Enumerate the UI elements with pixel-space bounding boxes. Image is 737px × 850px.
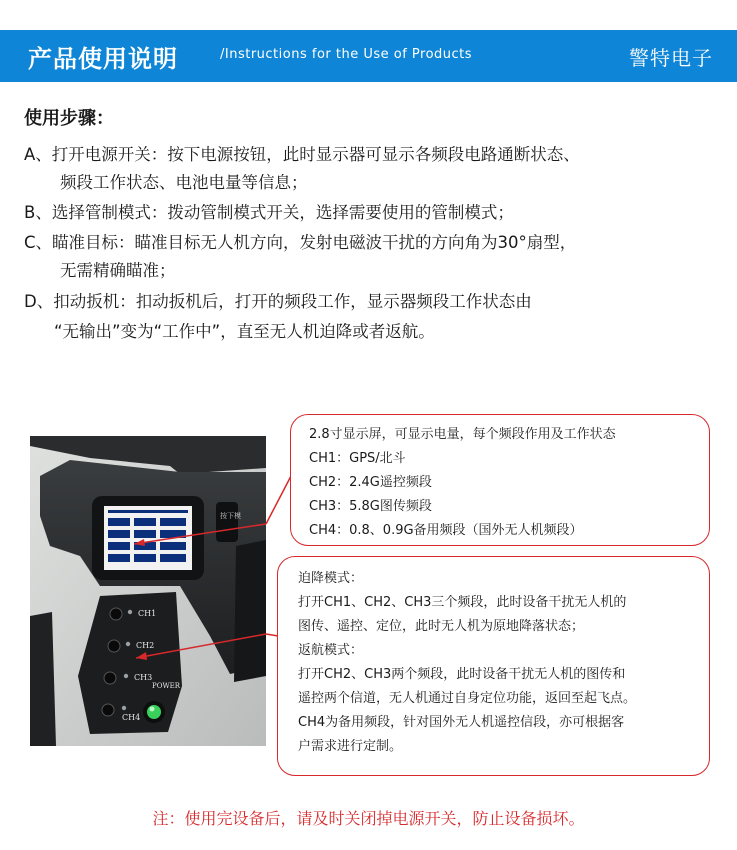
- power-label: POWER: [152, 682, 181, 690]
- header-subtitle: /Instructions for the Use of Products: [220, 47, 473, 62]
- modes-callout-line: 迫降模式：: [298, 571, 364, 586]
- header-banner: [0, 30, 737, 82]
- modes-callout: [277, 556, 710, 776]
- ch2-label: CH2: [136, 641, 155, 650]
- ch1-label: CH1: [138, 609, 157, 618]
- modes-callout-line: 打开CH2、CH3两个频段，此时设备干扰无人机的图传和: [298, 667, 626, 682]
- step-c-line1: C、瞄准目标：瞄准目标无人机方向，发射电磁波干扰的方向角为30°扇型，: [24, 233, 577, 252]
- brand-name: 警特电子: [629, 46, 713, 70]
- step-a-line1: A、打开电源开关：按下电源按钮，此时显示器可显示各频段电路通断状态、: [24, 145, 580, 164]
- step-d: [24, 291, 532, 343]
- modes-callout-line: 户需求进行定制。: [298, 739, 403, 754]
- step-d-line2: “无输出”变为“工作中”，直至无人机迫降或者返航。: [54, 322, 435, 341]
- step-b-line1: B、选择管制模式：拨动管制模式开关，选择需要使用的管制模式；: [24, 203, 514, 222]
- device-photo: [30, 436, 266, 746]
- ch3-label: CH3: [134, 673, 153, 682]
- safety-note: 注：使用完设备后，请及时关闭掉电源开关，防止设备损坏。: [152, 809, 585, 828]
- modes-callout-line: 遥控两个信道，无人机通过自身定位功能，返回至起飞点。: [298, 691, 637, 706]
- step-a-line2: 频段工作状态、电池电量等信息；: [60, 173, 308, 192]
- modes-callout-line: 图传、遥控、定位，此时无人机为原地降落状态；: [298, 619, 585, 634]
- step-c: [24, 232, 576, 282]
- screen-callout-line: 2.8寸显示屏，可显示电量，每个频段作用及工作状态: [309, 427, 616, 442]
- screen-callout-line: CH3：5.8G图传频段: [309, 499, 432, 514]
- screen-callout-line: CH2：2.4G遥控频段: [309, 475, 432, 490]
- screen-callout: [290, 414, 710, 546]
- step-a: [24, 144, 580, 194]
- modes-callout-line: 返航模式：: [298, 643, 364, 658]
- modes-callout-line: CH4为备用频段，针对国外无人机遥控信段，亦可根据客: [298, 715, 625, 730]
- steps-heading: 使用步骤：: [24, 108, 114, 129]
- ch4-label: CH4: [122, 713, 141, 722]
- panel-label: 按下模: [220, 512, 241, 520]
- step-d-line1: D、扣动扳机：扣动扳机后，打开的频段工作，显示器频段工作状态由: [24, 292, 532, 311]
- header-title: 产品使用说明: [28, 45, 178, 73]
- modes-callout-line: 打开CH1、CH2、CH3三个频段，此时设备干扰无人机的: [298, 595, 627, 610]
- step-b: [24, 202, 514, 224]
- screen-callout-line: CH1：GPS/北斗: [309, 451, 406, 466]
- screen-callout-line: CH4：0.8、0.9G备用频段（国外无人机频段）: [309, 523, 583, 538]
- step-c-line2: 无需精确瞄准；: [60, 261, 176, 280]
